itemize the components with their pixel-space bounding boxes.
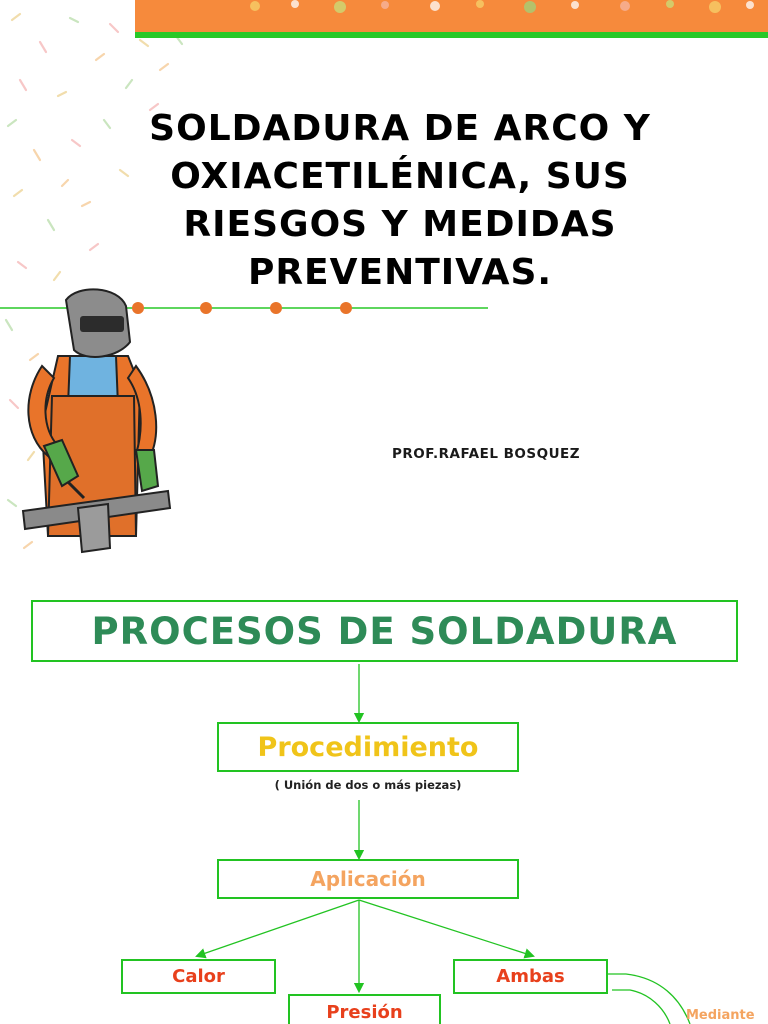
- title-line: OXIACETILÉNICA, SUS: [170, 156, 630, 197]
- presion-label: Presión: [326, 1001, 403, 1023]
- author-name: PROF.RAFAEL BOSQUEZ: [392, 446, 581, 462]
- calor-box: [121, 959, 276, 994]
- procedimiento-label: Procedimiento: [257, 731, 479, 763]
- decorative-banner: [135, 0, 768, 38]
- title-line: SOLDADURA DE ARCO Y: [149, 108, 651, 149]
- procedimiento-note: ( Unión de dos o más piezas): [274, 778, 462, 792]
- slide-title: [90, 105, 710, 297]
- calor-label: Calor: [172, 966, 225, 987]
- title-line: RIESGOS Y MEDIDAS: [183, 204, 617, 245]
- aplicacion-box: [217, 859, 519, 899]
- ambas-label: Ambas: [496, 966, 565, 987]
- mediante-label: Mediante: [686, 1008, 755, 1023]
- ambas-box: [453, 959, 608, 994]
- welder-illustration: [18, 286, 178, 556]
- title-line: PREVENTIVAS.: [247, 252, 553, 293]
- procesos-heading: PROCESOS DE SOLDADURA: [91, 609, 678, 653]
- procesos-heading-box: [31, 600, 738, 662]
- procedimiento-box: [217, 722, 519, 772]
- process-slide: [0, 578, 768, 1024]
- aplicacion-label: Aplicación: [310, 867, 426, 891]
- presion-box: [288, 994, 441, 1024]
